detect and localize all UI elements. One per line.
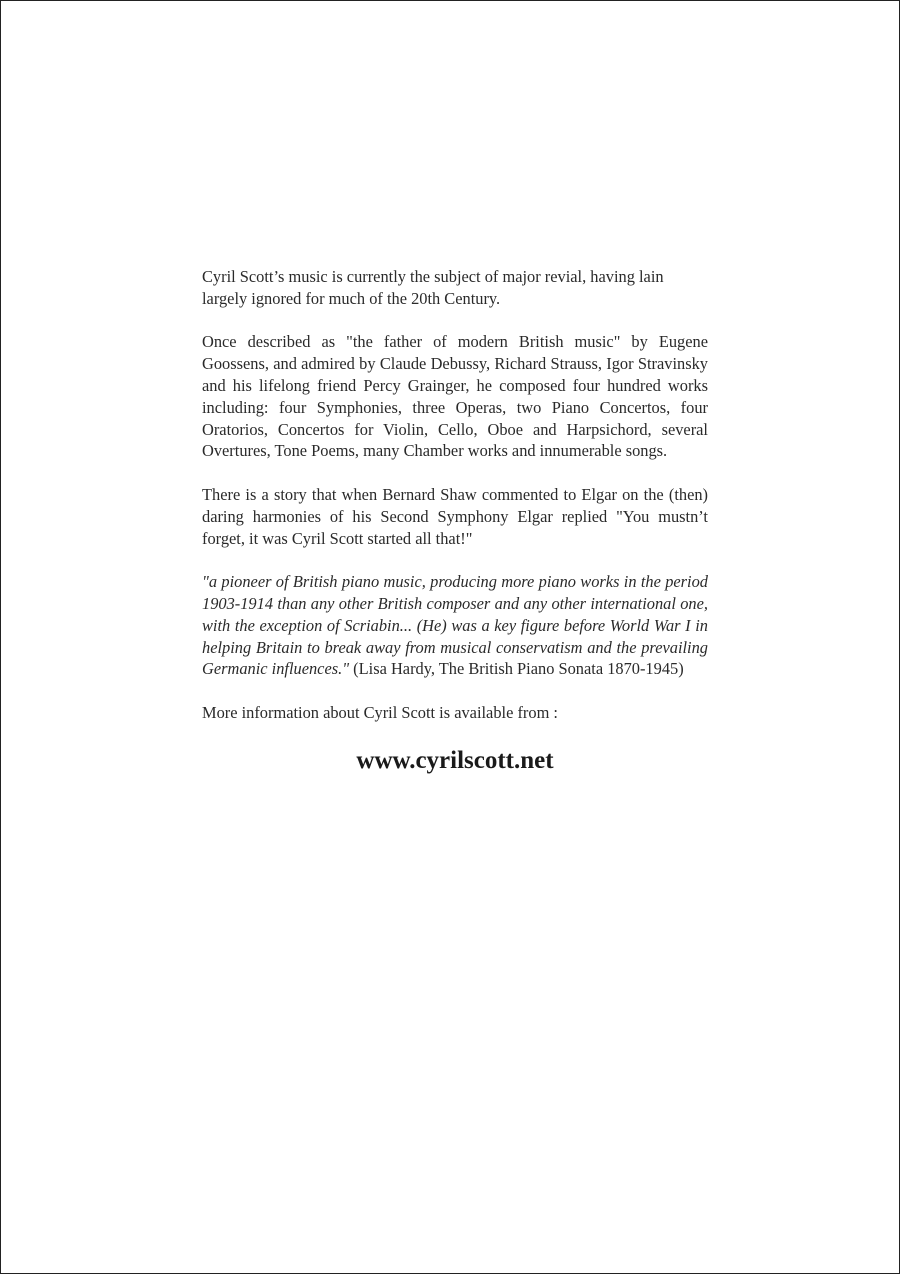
quote-attribution: (Lisa Hardy, The British Piano Sonata 1870-1945) <box>349 659 684 679</box>
quote-text: "a pioneer of British piano music, producing more piano works in the period 1903-1914 than any other British composer and any other international one, with the exception of Scriabin... (He) was a key figure before World War I in helping Britain to break away from musical conservatism and the prevailing Germanic influences." <box>202 572 708 679</box>
document-body <box>202 266 708 776</box>
description-paragraph: Once described as "the father of modern British music" by Eugene Goossens, and admired by Claude Debussy, Richard Strauss, Igor Stravinsky and his lifelong friend Percy Grainger, he composed four hundred works including: four Symphonies, three Operas, two Piano Concertos, four Oratorios, Concertos for Violin, Cello, Oboe and Harpsichord, several Overtures, Tone Poems, many Chamber works and innumerable songs. <box>202 332 708 461</box>
story-paragraph: There is a story that when Bernard Shaw commented to Elgar on the (then) daring harmonies of his Second Symphony Elgar replied "You mustn’t forget, it was Cyril Scott started all that!" <box>202 484 708 548</box>
quote-paragraph <box>202 571 708 680</box>
intro-paragraph: Cyril Scott’s music is currently the subject of major revial, having lain largely ignored for much of the 20th Century. <box>202 267 664 308</box>
more-info-paragraph: More information about Cyril Scott is available from : <box>202 702 558 722</box>
website-link[interactable]: www.cyrilscott.net <box>356 746 554 774</box>
